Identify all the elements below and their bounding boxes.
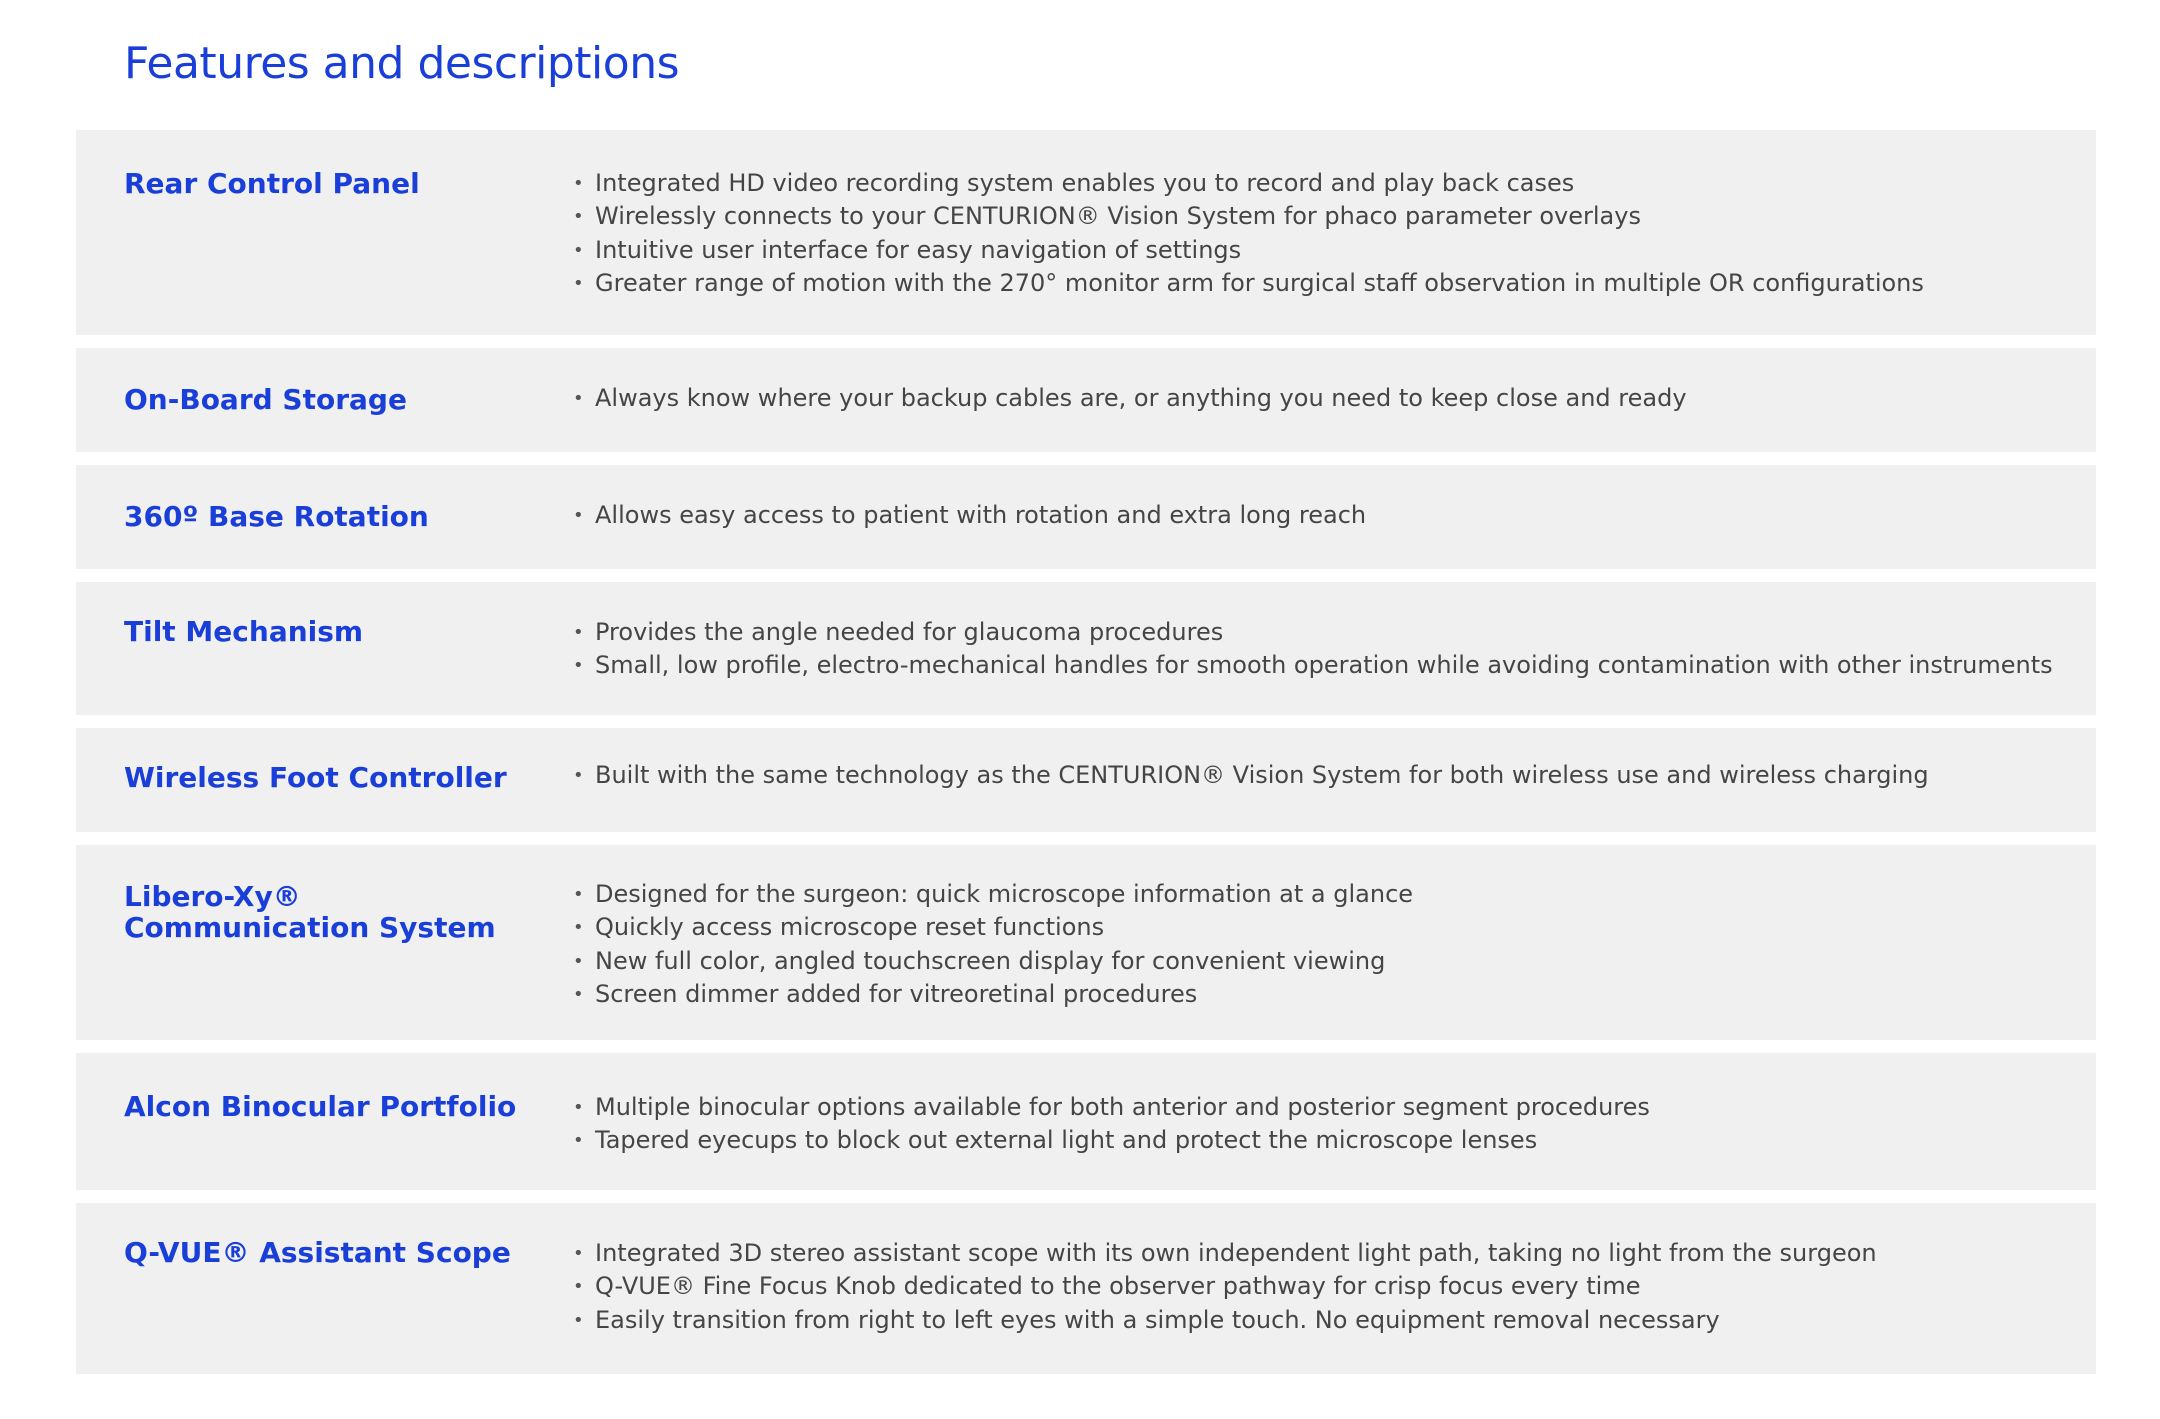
feature-name: Rear Control Panel — [124, 167, 420, 200]
feature-bullets — [573, 1091, 1650, 1158]
feature-bullets — [573, 759, 1929, 792]
feature-row-on-board-storage — [76, 348, 2096, 452]
bullet-item: • Intuitive user interface for easy navigation of settings — [573, 234, 1924, 267]
feature-bullets — [573, 1237, 1877, 1337]
bullet-item: • Provides the angle needed for glaucoma procedures — [573, 616, 2053, 649]
feature-bullets — [573, 499, 1366, 532]
page-title: Features and descriptions — [124, 38, 680, 89]
feature-row-base-rotation — [76, 465, 2096, 569]
feature-row-wireless-foot-controller — [76, 728, 2096, 832]
feature-name: Alcon Binocular Portfolio — [124, 1090, 517, 1123]
bullet-item: • Designed for the surgeon: quick microscope information at a glance — [573, 878, 1413, 911]
feature-bullets — [573, 878, 1413, 1011]
feature-name: Libero-Xy® Communication System — [124, 880, 496, 944]
bullet-item: • Quickly access microscope reset functions — [573, 911, 1413, 944]
bullet-item: • Multiple binocular options available for both anterior and posterior segment procedures — [573, 1091, 1650, 1124]
feature-name: On-Board Storage — [124, 383, 407, 416]
bullet-item: • Small, low profile, electro-mechanical handles for smooth operation while avoiding contamination with other instruments — [573, 649, 2053, 682]
bullet-item: • Screen dimmer added for vitreoretinal procedures — [573, 978, 1413, 1011]
bullet-item: • New full color, angled touchscreen display for convenient viewing — [573, 945, 1413, 978]
feature-row-alcon-binocular-portfolio — [76, 1053, 2096, 1190]
feature-row-tilt-mechanism — [76, 582, 2096, 715]
feature-bullets — [573, 167, 1924, 300]
feature-name: Wireless Foot Controller — [124, 761, 507, 794]
bullet-item: • Greater range of motion with the 270° monitor arm for surgical staff observation in multiple OR configurations — [573, 267, 1924, 300]
bullet-item: • Allows easy access to patient with rotation and extra long reach — [573, 499, 1366, 532]
bullet-item: • Integrated 3D stereo assistant scope with its own independent light path, taking no light from the surgeon — [573, 1237, 1877, 1270]
feature-row-q-vue-assistant-scope — [76, 1203, 2096, 1374]
feature-row-rear-control-panel — [76, 130, 2096, 335]
feature-bullets — [573, 616, 2053, 683]
bullet-item: • Built with the same technology as the CENTURION® Vision System for both wireless use and wireless charging — [573, 759, 1929, 792]
bullet-item: • Always know where your backup cables are, or anything you need to keep close and ready — [573, 382, 1687, 415]
bullet-item: • Tapered eyecups to block out external light and protect the microscope lenses — [573, 1124, 1650, 1157]
bullet-item: • Integrated HD video recording system enables you to record and play back cases — [573, 167, 1924, 200]
feature-name: 360º Base Rotation — [124, 500, 429, 533]
feature-name: Q-VUE® Assistant Scope — [124, 1236, 511, 1269]
bullet-item: • Easily transition from right to left eyes with a simple touch. No equipment removal necessary — [573, 1304, 1877, 1337]
bullet-item: • Q-VUE® Fine Focus Knob dedicated to the observer pathway for crisp focus every time — [573, 1270, 1877, 1303]
feature-bullets — [573, 382, 1687, 415]
bullet-item: • Wirelessly connects to your CENTURION® Vision System for phaco parameter overlays — [573, 200, 1924, 233]
feature-row-libero-xy — [76, 845, 2096, 1040]
features-table — [76, 130, 2096, 1387]
feature-name: Tilt Mechanism — [124, 615, 364, 648]
